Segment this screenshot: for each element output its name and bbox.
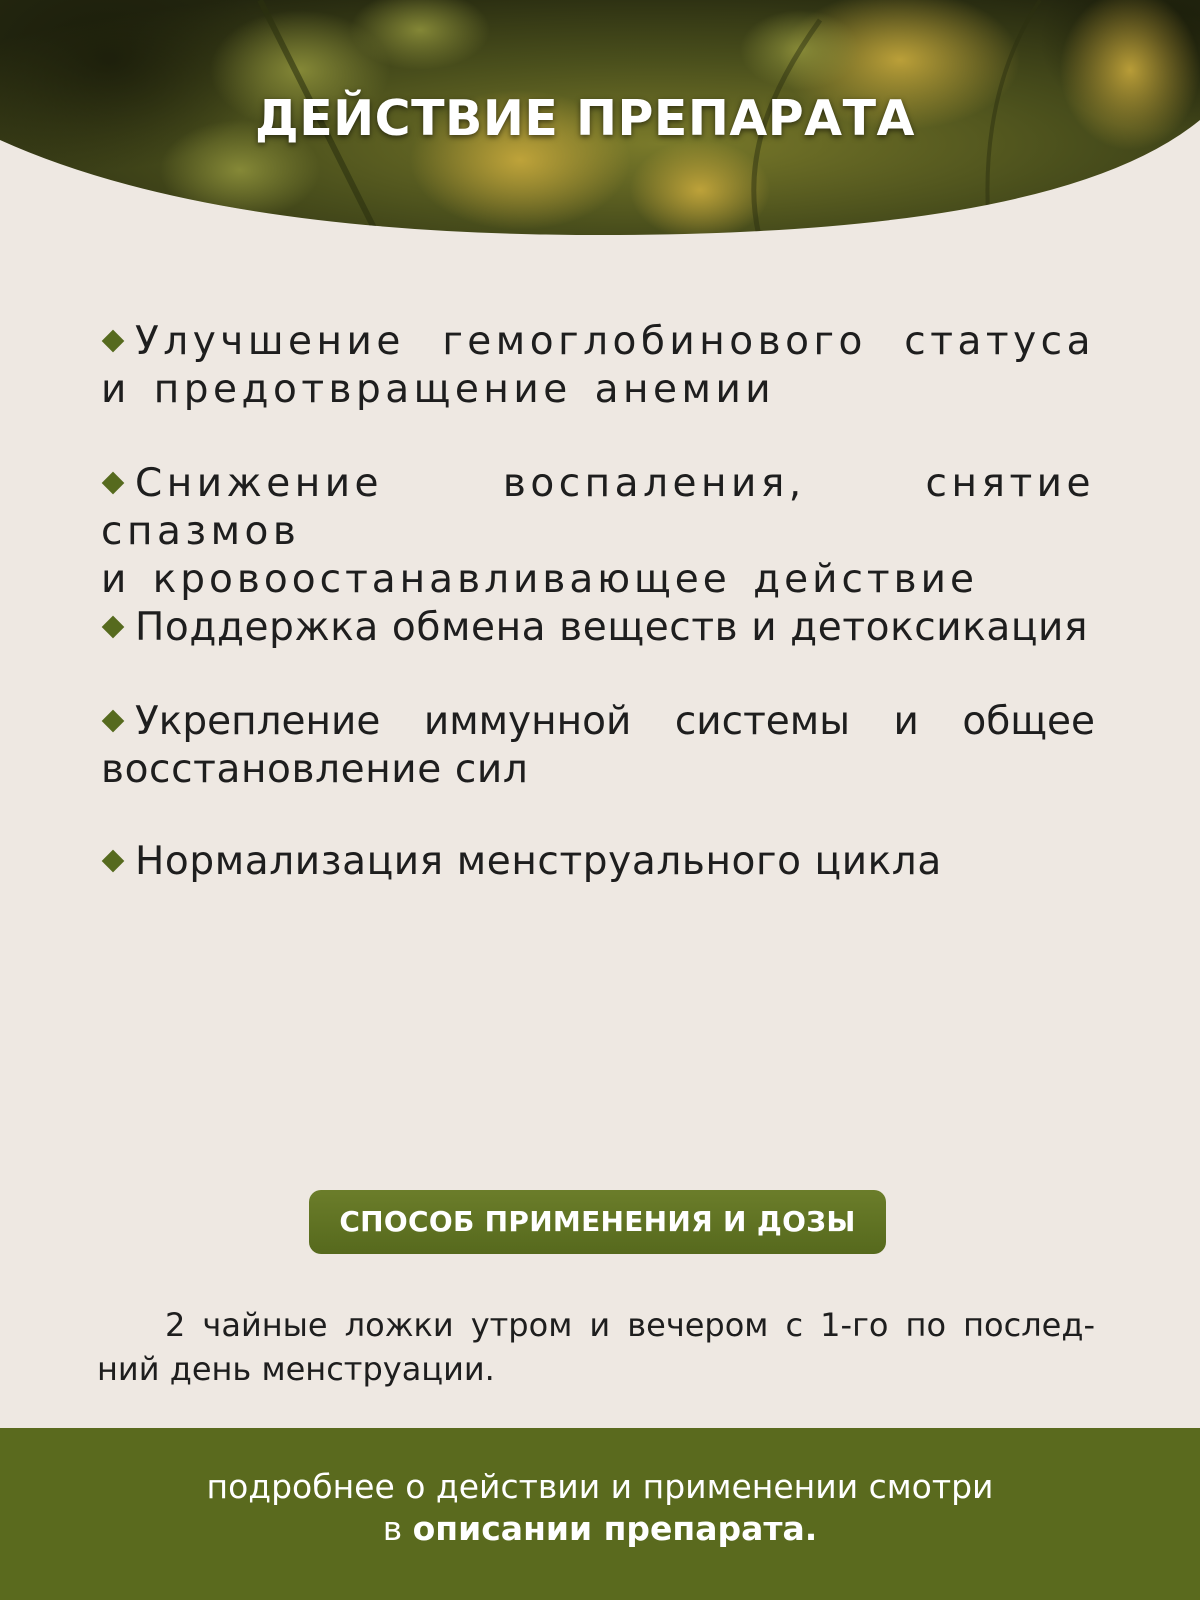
benefit-text: Нормализация менструального цикла <box>135 839 942 884</box>
benefit-text: и предотвращение анемии <box>101 367 776 412</box>
benefit-text: Снижение воспаления, снятие спазмов <box>101 461 1095 554</box>
usage-dose-badge: СПОСОБ ПРИМЕНЕНИЯ И ДОЗЫ <box>309 1190 886 1254</box>
diamond-bullet-icon <box>102 471 125 494</box>
footer-text-line-2: в описании препарата. <box>382 1509 818 1548</box>
footer-banner <box>0 1428 1200 1600</box>
usage-text-line: ний день менструации. <box>97 1350 495 1388</box>
diamond-bullet-icon <box>102 615 125 638</box>
benefit-text: Укрепление иммунной системы и общее <box>135 699 1095 744</box>
product-description-link-text: описании препарата. <box>412 1509 818 1548</box>
diamond-bullet-icon <box>102 329 125 352</box>
list-item <box>101 838 1095 886</box>
diamond-bullet-icon <box>102 849 125 872</box>
benefit-text: и кровоостанавливающее действие <box>101 557 978 602</box>
benefit-text: восстановление сил <box>101 747 529 792</box>
list-item <box>101 318 1095 414</box>
diamond-bullet-icon <box>102 709 125 732</box>
list-item <box>101 460 1095 604</box>
header-banner <box>0 0 1200 240</box>
benefit-text: Поддержка обмена веществ и детоксикация <box>135 605 1089 650</box>
list-item <box>101 698 1095 794</box>
page-title: ДЕЙСТВИЕ ПРЕПАРАТА <box>255 90 915 147</box>
usage-text-line: 2 чайные ложки утром и вечером с 1-го по послед- <box>165 1306 1095 1344</box>
benefit-text: Улучшение гемоглобинового статуса <box>135 319 1095 364</box>
footer-text-line: подробнее о действии и применении смотри <box>206 1467 994 1506</box>
usage-description <box>97 1303 1095 1391</box>
list-item <box>101 604 1095 652</box>
